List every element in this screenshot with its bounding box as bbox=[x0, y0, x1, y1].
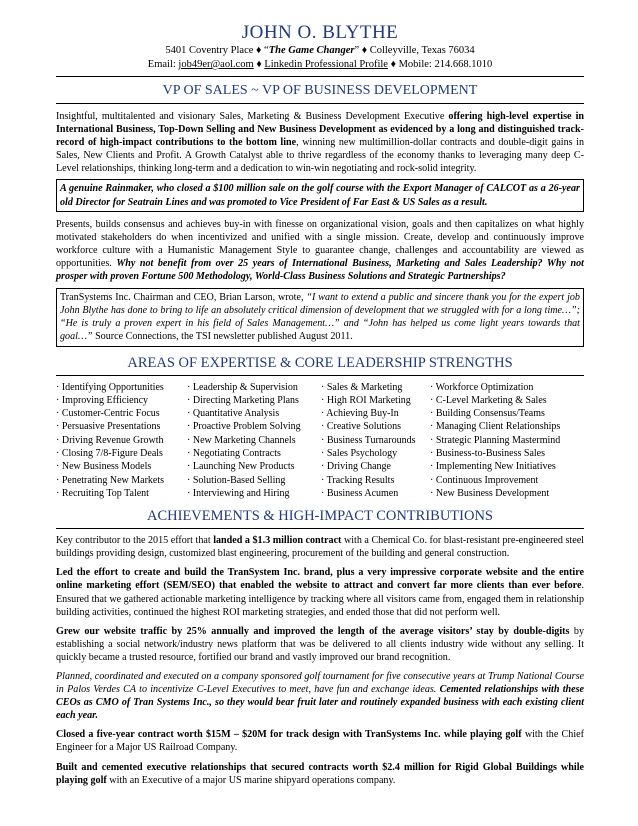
expertise-item: · New Marketing Channels bbox=[187, 434, 321, 447]
achievement-bold: Grew our website traffic by 25% annually and improved the length of the average visitors’ stay by double-digits bbox=[56, 625, 570, 637]
achievement-bold: Built and cemented executive relationships that secured contracts worth $2.4 million for Rigid Global Buildings while playing golf bbox=[56, 761, 584, 786]
title-rule bbox=[56, 103, 584, 104]
expertise-item: · Sales Psychology bbox=[321, 447, 430, 460]
job-title: VP OF SALES ~ VP OF BUSINESS DEVELOPMENT bbox=[162, 83, 478, 98]
expertise-item: · Penetrating New Markets bbox=[56, 474, 187, 487]
resume-page bbox=[56, 22, 584, 787]
expertise-item: · Solution-Based Selling bbox=[187, 474, 321, 487]
expertise-item: · Workforce Optimization bbox=[430, 381, 584, 394]
separator: ♦ bbox=[253, 59, 265, 70]
expertise-item: · New Business Development bbox=[430, 487, 584, 500]
address-city: ” ♦ Colleyville, Texas 76034 bbox=[354, 45, 475, 56]
vision-text: Presents, builds consensus and achieves buy-in with finesse on organizational vision, goals and then capitalizes on what highly motivated stakeholders do when incentivized and unified with a single mission. Create, develop and continuously improve workforce culture with a Humanistic Management Style to guarantee change, challenges and accountability are viewed as opportunities. bbox=[56, 218, 584, 269]
expertise-grid bbox=[56, 381, 584, 501]
expertise-item: · Business Turnarounds bbox=[321, 434, 430, 447]
mobile-number: ♦ Mobile: 214.668.1010 bbox=[387, 59, 493, 70]
expertise-item: · Strategic Planning Mastermind bbox=[430, 434, 584, 447]
achievement-text: by establishing a social network/industry news platform that was be delivered to all clients industry wide without any selling. It quickly became a trusted resource, fortified our brand and vastly improved our brand recognition. bbox=[56, 625, 584, 663]
achievement-text: with an Executive of a major US marine shipyard operations company. bbox=[106, 774, 396, 786]
expertise-item: · Achieving Buy-In bbox=[321, 407, 430, 420]
vision-paragraph bbox=[56, 218, 584, 283]
expertise-item: · Customer-Centric Focus bbox=[56, 407, 187, 420]
address-line bbox=[56, 44, 584, 58]
achievements-rule bbox=[56, 528, 584, 529]
expertise-item: · C-Level Marketing & Sales bbox=[430, 394, 584, 407]
expertise-item: · Closing 7/8-Figure Deals bbox=[56, 447, 187, 460]
achievement-bold: landed a $1.3 million contract bbox=[213, 535, 342, 547]
address-street: 5401 Coventry Place ♦ “ bbox=[165, 45, 269, 56]
expertise-item: · Leadership & Supervision bbox=[187, 381, 321, 394]
achievement-item bbox=[56, 670, 584, 722]
achievements-heading: ACHIEVEMENTS & HIGH-IMPACT CONTRIBUTIONS bbox=[147, 508, 493, 525]
rainmaker-text: A genuine Rainmaker, who closed a $100 million sale on the golf course with the Export Manager of CALCOT as a 26-year old Director for Seatrain Lines and was promoted to Vice President of Far East & US Sales as a result. bbox=[60, 183, 580, 208]
expertise-item: · Quantitative Analysis bbox=[187, 407, 321, 420]
expertise-item: · Directing Marketing Plans bbox=[187, 394, 321, 407]
expertise-column-3 bbox=[321, 381, 430, 501]
achievement-text: with a Chemical Co. for blast-resistant pre-engineered steel buildings providing design, customized blast engineering, procurement of the building and general construction. bbox=[56, 535, 584, 560]
achievement-text: . Ensured that we gathered actionable marketing intelligence by tracking where all visitors came from, engaged them in relationship building activities, continued the highest ROI marketing strategies, and ended those that did not perform well. bbox=[56, 580, 584, 618]
achievement-item bbox=[56, 566, 584, 618]
expertise-rule bbox=[56, 375, 584, 376]
testimonial-source: Source Connections, the TSI newsletter published August 2011. bbox=[92, 331, 353, 343]
expertise-item: · Implementing New Initiatives bbox=[430, 460, 584, 473]
expertise-item: · Continuous Improvement bbox=[430, 474, 584, 487]
testimonial-box bbox=[56, 288, 584, 346]
expertise-item: · New Business Models bbox=[56, 460, 187, 473]
expertise-item: · Driving Revenue Growth bbox=[56, 434, 187, 447]
expertise-item: · Persuasive Presentations bbox=[56, 420, 187, 433]
expertise-item: · Business-to-Business Sales bbox=[430, 447, 584, 460]
expertise-item: · Business Acumen bbox=[321, 487, 430, 500]
expertise-item: · Tracking Results bbox=[321, 474, 430, 487]
achievement-item bbox=[56, 625, 584, 664]
contact-line bbox=[56, 58, 584, 72]
achievement-item bbox=[56, 728, 584, 754]
achievement-bold-italic: Cemented relationships with these CEOs as CMO of Tran Systems Inc., so they would bear fruit later and routinely expanded business with each existing client each year. bbox=[56, 684, 584, 722]
email-link[interactable]: job49er@aol.com bbox=[178, 59, 254, 70]
achievement-item bbox=[56, 761, 584, 787]
achievement-italic: Planned, coordinated and executed on a company sponsored golf tournament for five consecutive years at Trump National Course in Palos Verdes CA to incentivize C-Level Executives to meet, have fun and exchange ideas. bbox=[56, 671, 584, 696]
linkedin-link[interactable]: Linkedin Professional Profile bbox=[264, 59, 388, 70]
summary-text-end: , winning new multimillion-dollar contracts and double-digit gains in Sales, New Clients and Profit. A Growth Catalyst able to thrive regardless of the economy thanks to leveraging many deep C-Level relationships, thinking long-term and a dedication to win-win negotiating and rock-solid integrity. bbox=[56, 137, 584, 175]
expertise-item: · Identifying Opportunities bbox=[56, 381, 187, 394]
expertise-item: · Sales & Marketing bbox=[321, 381, 430, 394]
expertise-item: · Driving Change bbox=[321, 460, 430, 473]
vision-question: Why not benefit from over 25 years of International Business, Marketing and Sales Leadership? Why not prosper with proven Fortune 500 Methodology, World-Class Business Solutions and Strategic Partnerships? bbox=[56, 257, 584, 283]
achievement-bold: Led the effort to create and build the TranSystem Inc. brand, plus a very impressive corporate website and the entire online marketing effort (SEM/SEO) that enabled the website to attract and convert far more clients than ever before bbox=[56, 567, 584, 592]
testimonial-intro: TranSystems Inc. Chairman and CEO, Brian Larson, wrote, bbox=[60, 292, 307, 304]
candidate-name: JOHN O. BLYTHE bbox=[241, 22, 399, 43]
expertise-item: · High ROI Marketing bbox=[321, 394, 430, 407]
expertise-item: · Launching New Products bbox=[187, 460, 321, 473]
header-rule bbox=[56, 76, 584, 77]
expertise-column-2 bbox=[187, 381, 321, 501]
expertise-item: · Recruiting Top Talent bbox=[56, 487, 187, 500]
email-label: Email: bbox=[147, 59, 179, 70]
summary-bold: offering high-level expertise in International Business, Top-Down Selling and New Business Development as evidenced by a long and distinguished track-record of high-impact contributions to the bottom line bbox=[56, 111, 584, 149]
expertise-item: · Interviewing and Hiring bbox=[187, 487, 321, 500]
expertise-column-4 bbox=[430, 381, 584, 501]
summary-paragraph bbox=[56, 110, 584, 175]
expertise-heading: AREAS OF EXPERTISE & CORE LEADERSHIP STRENGTHS bbox=[127, 354, 513, 371]
expertise-item: · Improving Efficiency bbox=[56, 394, 187, 407]
achievement-text: with the Chief Engineer for a Major US Railroad Company. bbox=[56, 729, 584, 754]
expertise-column-1 bbox=[56, 381, 187, 501]
tagline: The Game Changer bbox=[268, 45, 355, 56]
expertise-item: · Proactive Problem Solving bbox=[187, 420, 321, 433]
summary-text: Insightful, multitalented and visionary Sales, Marketing & Business Development Executive bbox=[56, 111, 449, 122]
expertise-item: · Negotiating Contracts bbox=[187, 447, 321, 460]
expertise-item: · Managing Client Relationships bbox=[430, 420, 584, 433]
expertise-item: · Building Consensus/Teams bbox=[430, 407, 584, 420]
achievement-bold: Closed a five-year contract worth $15M – $20M for track design with TranSystems Inc. while playing golf bbox=[56, 729, 522, 741]
expertise-item: · Creative Solutions bbox=[321, 420, 430, 433]
testimonial-quote: “I want to extend a public and sincere thank you for the expert job John Blythe has done to bring to life an absolutely critical dimension of development that we struggled with for a long time…”; “He is truly a proven expert in his field of Sales Management…” and “John has helped us come light years towards that goal…” bbox=[60, 292, 580, 343]
achievement-item bbox=[56, 534, 584, 560]
rainmaker-box bbox=[56, 179, 584, 211]
achievement-text: Key contributor to the 2015 effort that bbox=[56, 535, 214, 547]
